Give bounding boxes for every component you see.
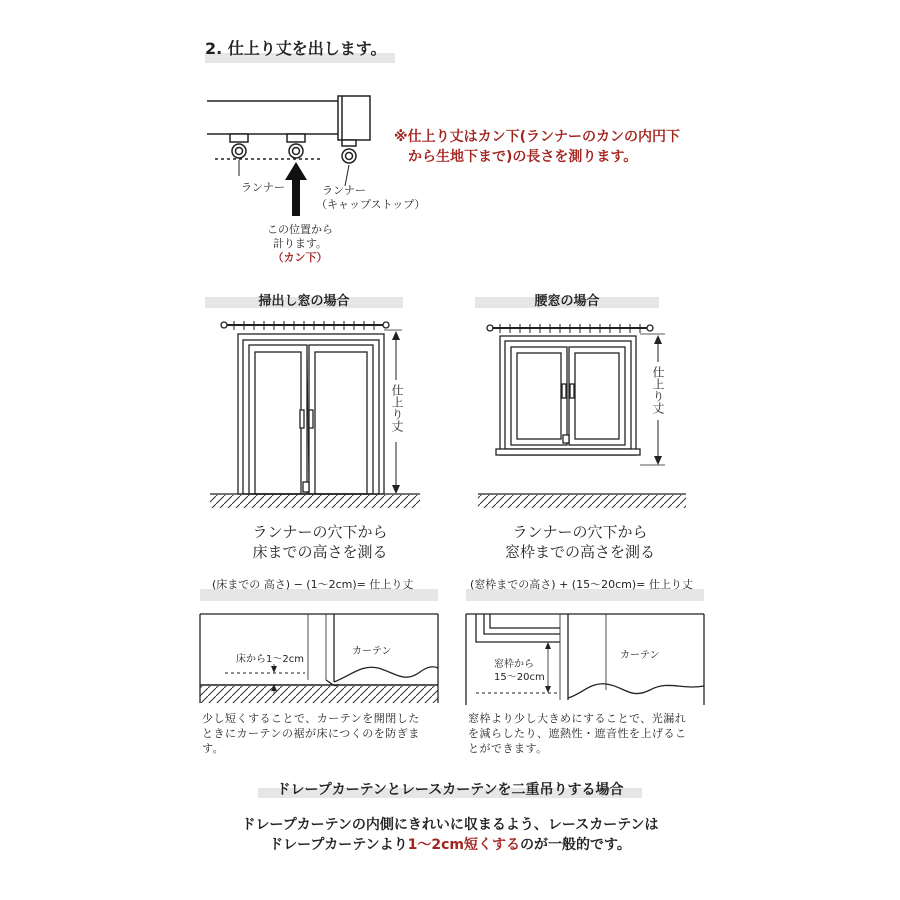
left-window-drawing [221,321,402,494]
left-caption-1: ランナーの穴下から [252,523,388,541]
left-desc-2: ときにカーテンの裾が床につくのを防ぎま [202,727,420,740]
runner-1-ring [232,144,246,158]
note-line-2: から生地下まで)の長さを測ります。 [408,149,638,165]
right-caption-1: ランナーの穴下から [512,523,648,541]
right-desc-1: 窓枠より少し大きめにすることで、光漏れ [468,712,687,725]
right-side-label: 仕上り丈 [651,366,665,414]
right-detail-label-2: 15〜20cm [494,672,545,683]
right-window-drawing [487,324,665,465]
left-desc-1: 少し短くすることで、カーテンを開閉した [202,712,420,725]
right-formula: (窓枠までの高さ) + (15〜20cm)= 仕上り丈 [470,578,693,591]
measure-arrow [285,162,307,216]
left-detail-floor [200,686,438,703]
runner-1 [230,134,248,142]
left-detail-label: 床から1〜2cm [236,654,304,665]
right-description [468,711,687,756]
measure-line-1: この位置から [267,223,333,236]
left-caption [200,522,440,562]
cap-stop-block [338,96,370,140]
measure-from-text [260,223,340,265]
footer-title: ドレープカーテンとレースカーテンを二重吊りする場合 [276,782,624,798]
left-formula: (床までの 高さ) − (1〜2cm)= 仕上り丈 [212,578,414,591]
cap-leader-line [345,165,349,186]
measure-line-2: 計ります。 [272,237,328,250]
right-detail-label-1: 窓枠から [494,659,534,670]
left-description [202,711,420,756]
measurement-note [394,127,680,167]
cap-stop-label-1: ランナー [322,184,366,197]
footer-line-1: ドレープカーテンの内側にきれいに収まるよう、レースカーテンは [241,817,659,833]
runner-label: ランナー [241,181,285,194]
left-panel-title: 掃出し窓の場合 [258,294,350,309]
curtain-rail-diagram [207,96,370,186]
right-desc-3: とができます。 [468,742,548,755]
left-side-label: 仕上り丈 [390,384,404,432]
footer-highlight: 1〜2cm短くする [407,837,520,853]
runner-2-ring [289,144,303,158]
left-curtain-label: カーテン [352,646,392,657]
right-desc-2: を減らしたり、遮熱性・遮音性を上げるこ [468,727,687,740]
right-caption [460,522,700,562]
footer-line-2-a: ドレープカーテンより [269,837,408,853]
note-line-1: ※仕上り丈はカン下(ランナーのカンの内円下 [394,129,681,145]
left-desc-3: す。 [202,742,225,755]
right-curtain-label: カーテン [620,650,660,661]
left-caption-2: 床までの高さを測る [252,543,388,561]
right-detail-label [494,658,545,684]
footer-line-2 [0,834,900,854]
right-panel-title: 腰窓の場合 [534,294,600,309]
footer-line-2-c: のが一般的です。 [519,837,631,853]
measure-line-3: （カン下） [272,251,328,264]
runner-2 [287,134,305,142]
cap-stop-label-2: （キャップストップ） [316,198,426,211]
cap-stop-ring [342,149,356,163]
right-floor-hatch [478,495,686,508]
right-caption-2: 窓枠までの高さを測る [504,543,655,561]
page-heading: 2. 仕上り丈を出します。 [205,34,395,63]
left-floor-hatch [210,495,420,508]
